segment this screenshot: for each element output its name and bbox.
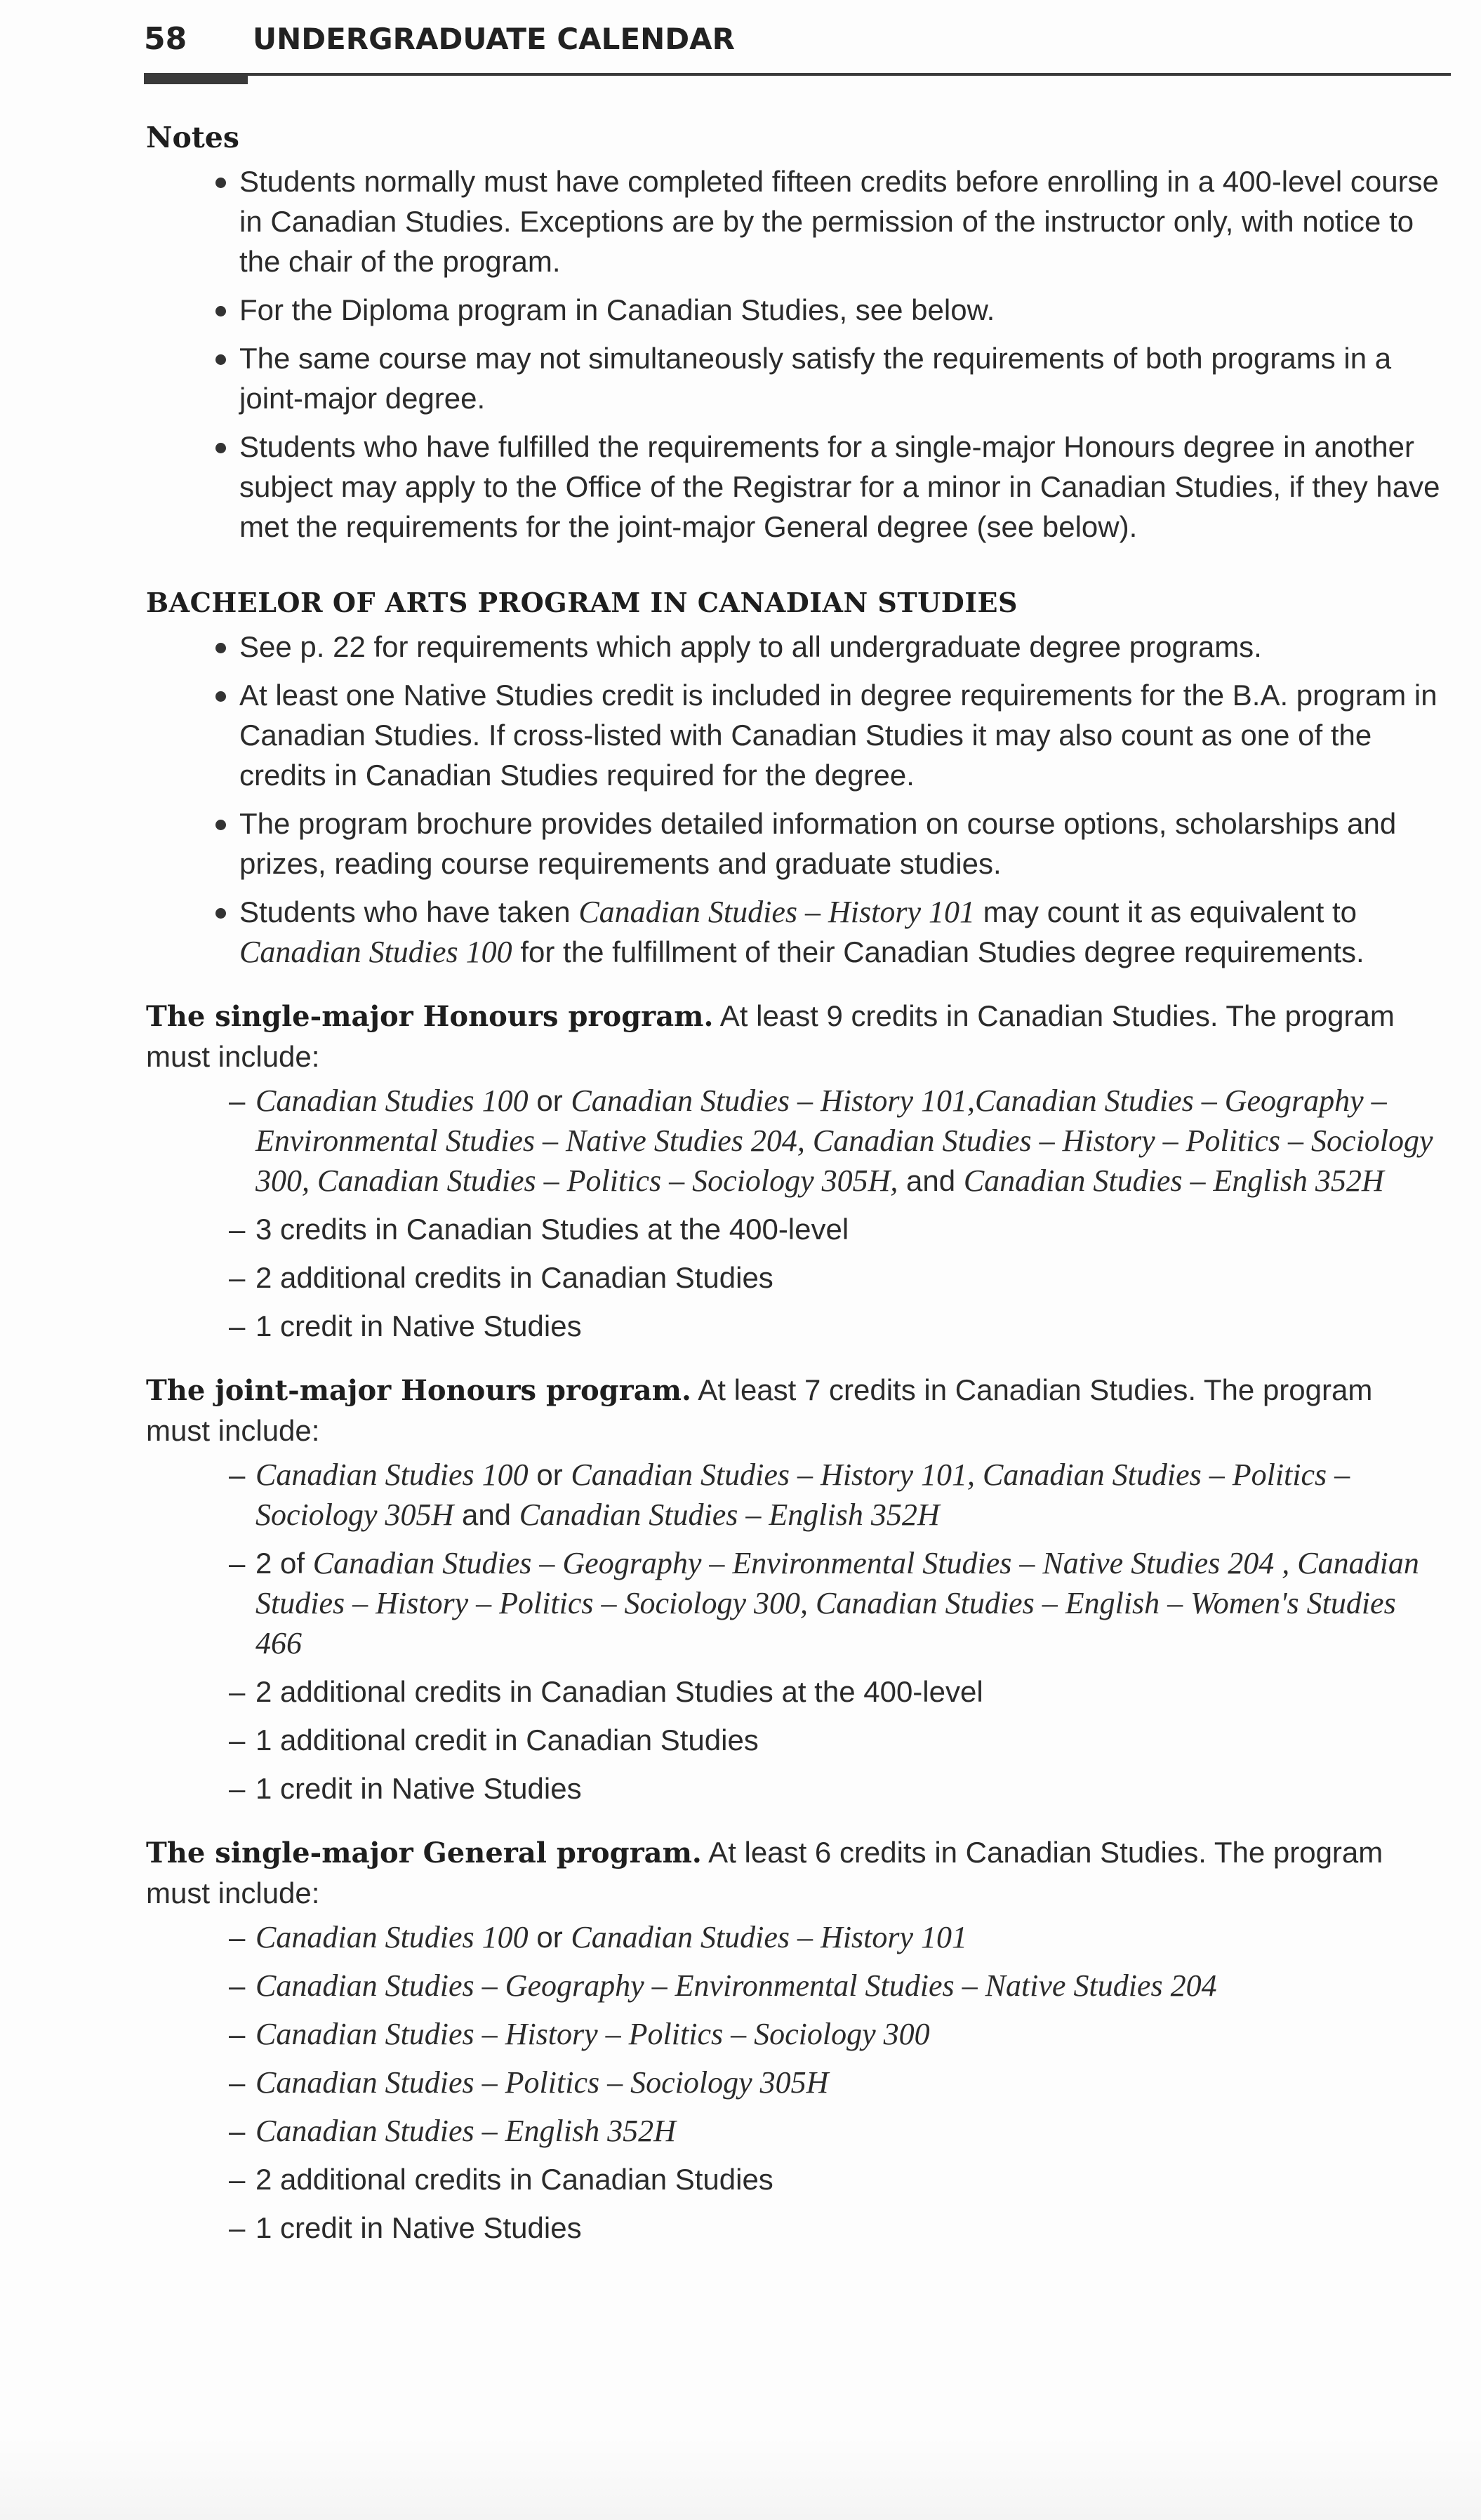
- header-rule-accent: [144, 73, 248, 84]
- bullet-icon: [215, 354, 226, 365]
- list-item: Students normally must have completed fifteen credits before enrolling in a 400-level course in Canadian Studies. Exceptions are by the permission of the instructor only, with notice to the chair of the program.: [214, 161, 1445, 281]
- list-item: – 2 additional credits in Canadian Studies at the 400-level: [229, 1675, 983, 1708]
- list-item: – 1 credit in Native Studies: [229, 2211, 582, 2244]
- list-item: – Canadian Studies 100 or Canadian Studies – History 101: [229, 1920, 968, 1954]
- running-title: UNDERGRADUATE CALENDAR: [253, 22, 735, 56]
- list-item: See p. 22 for requirements which apply to all undergraduate degree programs.: [214, 627, 1445, 667]
- list-item: The same course may not simultaneously satisfy the requirements of both programs in a joint-major degree.: [214, 338, 1445, 418]
- list-item: Students who have fulfilled the requirements for a single-major Honours degree in another subject may apply to the Office of the Registrar for a minor in Canadian Studies, if they have met the requirements for the joint-major General degree (see below).: [214, 427, 1445, 547]
- page-header: [144, 21, 735, 57]
- notes-heading: Notes: [146, 121, 239, 154]
- list-item: – 2 additional credits in Canadian Studies: [229, 1261, 773, 1294]
- list-item: – 1 additional credit in Canadian Studies: [229, 1724, 759, 1756]
- single-general-requirements: [146, 1917, 1445, 2248]
- single-honours-intro: The single-major Honours program. At least 9 credits in Canadian Studies. The program must include:: [146, 999, 1395, 1073]
- list-item: – Canadian Studies – English 352H: [229, 2114, 676, 2148]
- page-content: [146, 118, 1445, 2256]
- list-item: – 2 additional credits in Canadian Studies: [229, 2163, 773, 2196]
- joint-honours-requirements: [146, 1455, 1445, 1808]
- single-honours-heading: The single-major Honours program.: [146, 1000, 714, 1033]
- single-general-heading: The single-major General program.: [146, 1836, 702, 1869]
- list-item: – Canadian Studies 100 or Canadian Studies – History 101, Canadian Studies – Politics – Sociology 305H and Canadian Studies – English 352H: [229, 1458, 1350, 1532]
- list-item: – 3 credits in Canadian Studies at the 400-level: [229, 1213, 849, 1246]
- list-item: Students who have taken Canadian Studies – History 101 may count it as equivalent to Canadian Studies 100 for the fulfillment of their Canadian Studies degree requirements.: [214, 892, 1445, 972]
- joint-honours-intro: The joint-major Honours program. At least 7 credits in Canadian Studies. The program must include:: [146, 1373, 1373, 1447]
- page-bottom-margin: [0, 2439, 1481, 2520]
- list-item: – Canadian Studies 100 or Canadian Studies – History 101,Canadian Studies – Geography – Environmental Studies – Native Studies 204, Canadian Studies – History – Politics – Sociology 300, Canadian Studies – Politics – Sociology 305H, and Canadian Studies – English 352H: [229, 1084, 1433, 1198]
- page-number: 58: [144, 21, 187, 57]
- list-item: The program brochure provides detailed information on course options, scholarships and prizes, reading course requirements and graduate studies.: [214, 804, 1445, 884]
- list-item: At least one Native Studies credit is included in degree requirements for the B.A. program in Canadian Studies. If cross-listed with Canadian Studies it may also count as one of the credits in Canadian Studies required for the degree.: [214, 675, 1445, 795]
- bullet-icon: [215, 178, 226, 188]
- bullet-icon: [215, 443, 226, 453]
- bullet-icon: [215, 908, 226, 919]
- bullet-icon: [215, 306, 226, 316]
- bullet-icon: [215, 820, 226, 830]
- ba-program-list: [146, 627, 1445, 972]
- ba-program-heading: BACHELOR OF ARTS PROGRAM IN CANADIAN STUDIES: [146, 587, 1018, 618]
- single-honours-requirements: [146, 1081, 1445, 1346]
- header-rule: [144, 73, 1451, 76]
- bullet-icon: [215, 691, 226, 702]
- list-item: – Canadian Studies – History – Politics – Sociology 300: [229, 2017, 930, 2051]
- notes-list: [146, 161, 1445, 547]
- bullet-icon: [215, 643, 226, 653]
- list-item: – 1 credit in Native Studies: [229, 1772, 582, 1805]
- list-item: – 1 credit in Native Studies: [229, 1309, 582, 1342]
- list-item: For the Diploma program in Canadian Studies, see below.: [214, 290, 1445, 330]
- list-item: – 2 of Canadian Studies – Geography – Environmental Studies – Native Studies 204 , Canadian Studies – History – Politics – Sociology 300, Canadian Studies – English – Women's Studies 466: [229, 1546, 1419, 1660]
- list-item: – Canadian Studies – Politics – Sociology 305H: [229, 2065, 829, 2100]
- list-item: – Canadian Studies – Geography – Environmental Studies – Native Studies 204: [229, 1968, 1217, 2003]
- joint-honours-heading: The joint-major Honours program.: [146, 1374, 691, 1407]
- single-general-intro: The single-major General program. At least 6 credits in Canadian Studies. The program must include:: [146, 1836, 1383, 1909]
